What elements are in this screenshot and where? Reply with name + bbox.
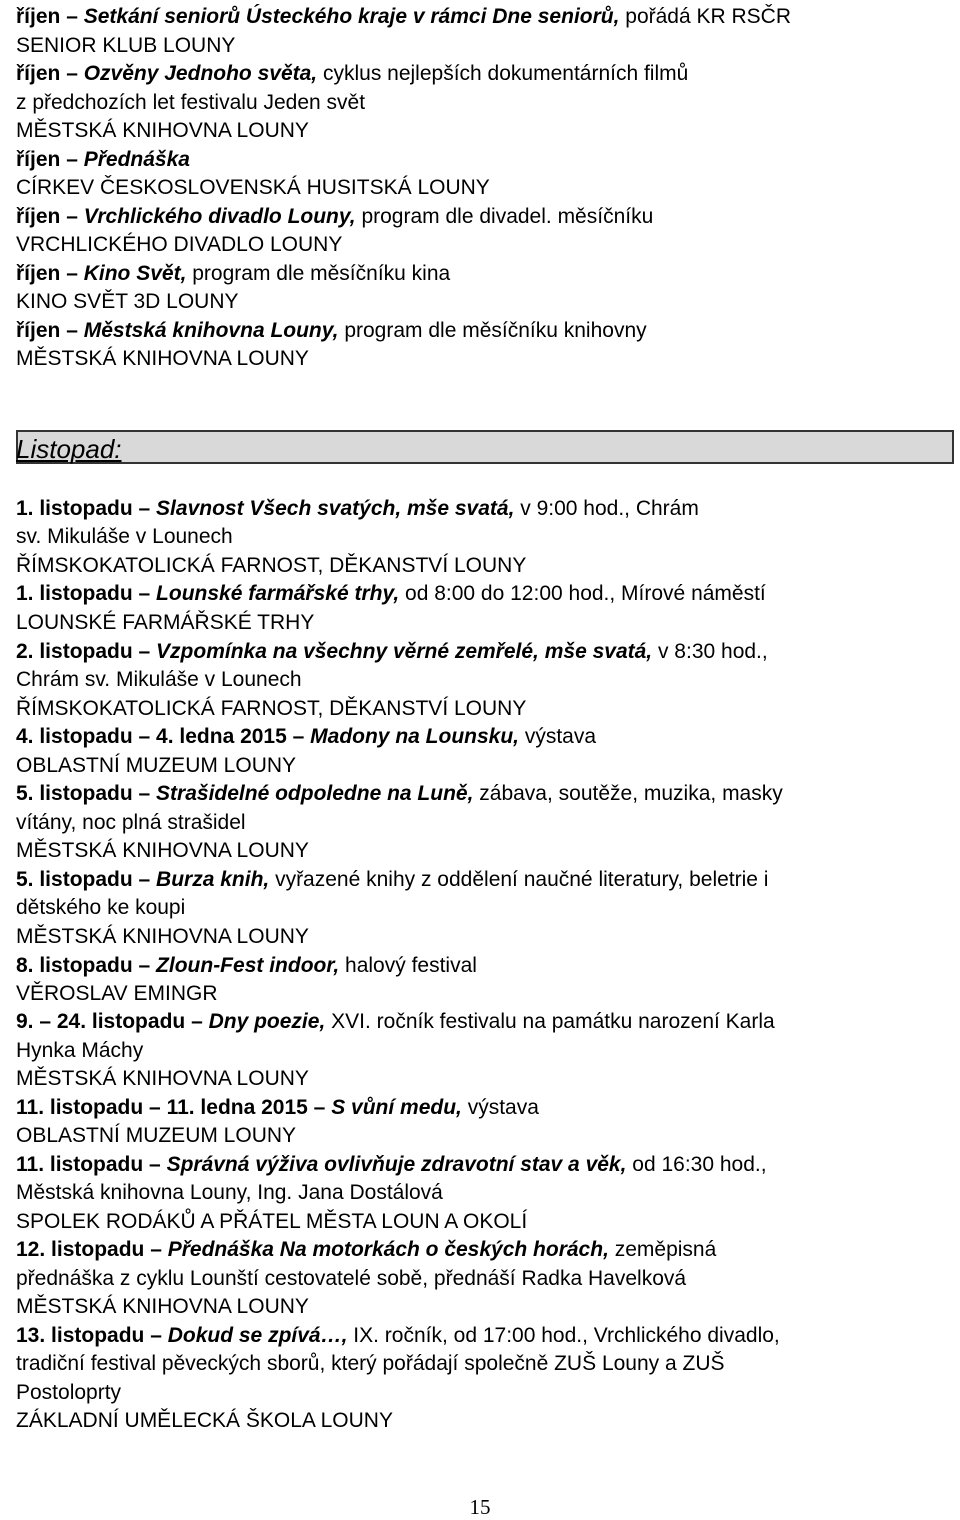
- event-detail-line: z předchozích let festivalu Jeden svět: [16, 91, 366, 114]
- event-detail-line: tradiční festival pěveckých sborů, který pořádají společně ZUŠ Louny a ZUŠ: [16, 1352, 725, 1375]
- event-organizer: MĚSTSKÁ KNIHOVNA LOUNY: [16, 119, 309, 142]
- event-detail-line: Hynka Máchy: [16, 1039, 144, 1062]
- event-organizer: OBLASTNÍ MUZEUM LOUNY: [16, 1124, 297, 1147]
- event-organizer: MĚSTSKÁ KNIHOVNA LOUNY: [16, 347, 309, 370]
- event-detail-line: přednáška z cyklu Lounští cestovatelé sobě, přednáší Radka Havelková: [16, 1267, 687, 1290]
- event-title-line: říjen – Městská knihovna Louny, program dle měsíčníku knihovny: [16, 319, 647, 342]
- event-organizer: MĚSTSKÁ KNIHOVNA LOUNY: [16, 1295, 309, 1318]
- event-title-line: 12. listopadu – Přednáška Na motorkách o českých horách, zeměpisná: [16, 1238, 717, 1261]
- event-organizer: OBLASTNÍ MUZEUM LOUNY: [16, 754, 297, 777]
- event-title-line: říjen – Ozvěny Jednoho světa, cyklus nejlepších dokumentárních filmů: [16, 62, 689, 85]
- section-heading: Listopad:: [16, 434, 122, 464]
- event-title-line: 13. listopadu – Dokud se zpívá…, IX. ročník, od 17:00 hod., Vrchlického divadlo,: [16, 1324, 780, 1347]
- event-title-line: říjen – Vrchlického divadlo Louny, program dle divadel. měsíčníku: [16, 205, 654, 228]
- event-title-line: 5. listopadu – Strašidelné odpoledne na Luně, zábava, soutěže, muzika, masky: [16, 782, 783, 805]
- event-detail-line: sv. Mikuláše v Lounech: [16, 525, 233, 548]
- event-organizer: ŘÍMSKOKATOLICKÁ FARNOST, DĚKANSTVÍ LOUNY: [16, 697, 527, 720]
- event-organizer: MĚSTSKÁ KNIHOVNA LOUNY: [16, 1067, 309, 1090]
- event-organizer: LOUNSKÉ FARMÁŘSKÉ TRHY: [16, 611, 315, 634]
- event-title-line: 11. listopadu – 11. ledna 2015 – S vůní medu, výstava: [16, 1096, 539, 1119]
- event-organizer: VRCHLICKÉHO DIVADLO LOUNY: [16, 233, 343, 256]
- event-title-line: 1. listopadu – Lounské farmářské trhy, od 8:00 do 12:00 hod., Mírové náměstí: [16, 582, 766, 605]
- event-organizer: ŘÍMSKOKATOLICKÁ FARNOST, DĚKANSTVÍ LOUNY: [16, 554, 527, 577]
- event-title-line: 11. listopadu – Správná výživa ovlivňuje zdravotní stav a věk, od 16:30 hod.,: [16, 1153, 767, 1176]
- event-title-line: říjen – Přednáška: [16, 148, 190, 171]
- event-detail-line: Postoloprty: [16, 1381, 122, 1404]
- section-heading-box: [16, 430, 954, 464]
- page-number: 15: [469, 1495, 491, 1519]
- event-title-line: 4. listopadu – 4. ledna 2015 – Madony na Lounsku, výstava: [16, 725, 597, 748]
- event-detail-line: Městská knihovna Louny, Ing. Jana Dostálová: [16, 1181, 443, 1204]
- event-organizer: ZÁKLADNÍ UMĚLECKÁ ŠKOLA LOUNY: [16, 1409, 393, 1432]
- event-organizer: SPOLEK RODÁKŮ A PŘÁTEL MĚSTA LOUN A OKOLÍ: [16, 1210, 528, 1233]
- event-organizer: CÍRKEV ČESKOSLOVENSKÁ HUSITSKÁ LOUNY: [16, 176, 490, 199]
- event-organizer: MĚSTSKÁ KNIHOVNA LOUNY: [16, 839, 309, 862]
- event-title-line: říjen – Setkání seniorů Ústeckého kraje v rámci Dne seniorů, pořádá KR RSČR: [16, 5, 792, 28]
- event-title-line: 5. listopadu – Burza knih, vyřazené knihy z oddělení naučné literatury, beletrie i: [16, 868, 769, 891]
- event-detail-line: vítány, noc plná strašidel: [16, 811, 246, 834]
- event-organizer: MĚSTSKÁ KNIHOVNA LOUNY: [16, 925, 309, 948]
- event-organizer: SENIOR KLUB LOUNY: [16, 34, 236, 57]
- event-title-line: 9. – 24. listopadu – Dny poezie, XVI. ročník festivalu na památku narození Karla: [16, 1010, 775, 1033]
- event-organizer: KINO SVĚT 3D LOUNY: [16, 290, 239, 313]
- event-title-line: 2. listopadu – Vzpomínka na všechny věrné zemřelé, mše svatá, v 8:30 hod.,: [16, 640, 768, 663]
- event-organizer: VĚROSLAV EMINGR: [16, 982, 218, 1005]
- event-title-line: 8. listopadu – Zloun-Fest indoor, halový festival: [16, 954, 477, 977]
- event-detail-line: dětského ke koupi: [16, 896, 186, 919]
- event-title-line: 1. listopadu – Slavnost Všech svatých, mše svatá, v 9:00 hod., Chrám: [16, 497, 699, 520]
- event-title-line: říjen – Kino Svět, program dle měsíčníku kina: [16, 262, 451, 285]
- event-detail-line: Chrám sv. Mikuláše v Lounech: [16, 668, 302, 691]
